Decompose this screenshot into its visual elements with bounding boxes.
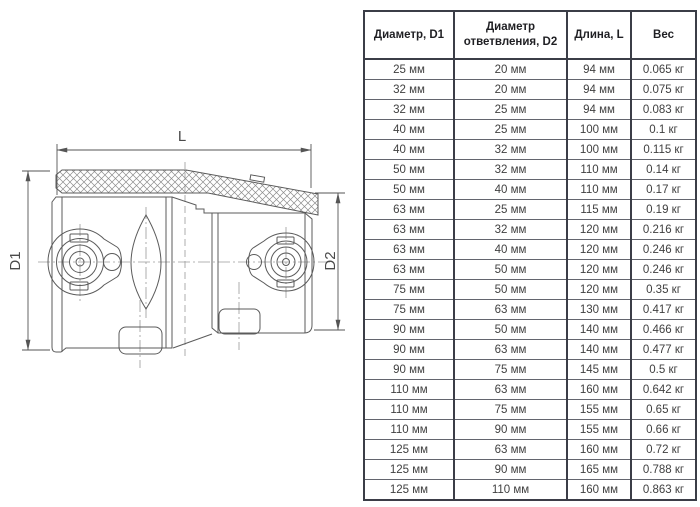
table-cell: 100 мм	[567, 140, 631, 160]
table-row	[364, 100, 696, 120]
dim-d1-label: D1	[7, 251, 24, 271]
table-cell: 110 мм	[567, 180, 631, 200]
column-header: Вес	[631, 11, 696, 59]
table-cell: 90 мм	[454, 420, 567, 440]
table-cell: 0.466 кг	[631, 320, 696, 340]
table-cell: 94 мм	[567, 59, 631, 80]
table-cell: 20 мм	[454, 80, 567, 100]
table-cell: 0.17 кг	[631, 180, 696, 200]
table-cell: 32 мм	[454, 140, 567, 160]
table-cell: 110 мм	[364, 400, 454, 420]
table-cell: 50 мм	[454, 320, 567, 340]
table-cell: 120 мм	[567, 220, 631, 240]
table-body	[364, 59, 696, 500]
hatched-band	[56, 170, 318, 215]
table-cell: 32 мм	[454, 160, 567, 180]
table-cell: 140 мм	[567, 320, 631, 340]
table-row	[364, 460, 696, 480]
table-cell: 0.115 кг	[631, 140, 696, 160]
table-row	[364, 400, 696, 420]
column-header: Диаметр, D1	[364, 11, 454, 59]
table-cell: 94 мм	[567, 100, 631, 120]
table-row	[364, 220, 696, 240]
table-cell: 0.083 кг	[631, 100, 696, 120]
table-cell: 25 мм	[454, 120, 567, 140]
table-cell: 63 мм	[364, 220, 454, 240]
table-row	[364, 440, 696, 460]
table-row	[364, 260, 696, 280]
table-cell: 155 мм	[567, 400, 631, 420]
table-cell: 63 мм	[454, 440, 567, 460]
table-cell: 40 мм	[364, 120, 454, 140]
table-cell: 63 мм	[364, 260, 454, 280]
table-cell: 63 мм	[364, 200, 454, 220]
table-cell: 155 мм	[567, 420, 631, 440]
table-cell: 0.246 кг	[631, 260, 696, 280]
table-cell: 110 мм	[454, 480, 567, 501]
table-cell: 25 мм	[364, 59, 454, 80]
table-cell: 0.642 кг	[631, 380, 696, 400]
table-row	[364, 240, 696, 260]
column-header: Длина, L	[567, 11, 631, 59]
table-cell: 0.246 кг	[631, 240, 696, 260]
table-cell: 40 мм	[454, 180, 567, 200]
table-cell: 0.72 кг	[631, 440, 696, 460]
table-cell: 63 мм	[454, 340, 567, 360]
table-row	[364, 180, 696, 200]
table-row	[364, 140, 696, 160]
table-cell: 160 мм	[567, 380, 631, 400]
table-cell: 0.065 кг	[631, 59, 696, 80]
table-row	[364, 200, 696, 220]
table-cell: 100 мм	[567, 120, 631, 140]
table-cell: 0.1 кг	[631, 120, 696, 140]
table-cell: 120 мм	[567, 280, 631, 300]
table-cell: 0.216 кг	[631, 220, 696, 240]
table-row	[364, 480, 696, 501]
table-cell: 0.075 кг	[631, 80, 696, 100]
table-cell: 32 мм	[364, 100, 454, 120]
table-cell: 50 мм	[454, 280, 567, 300]
table-cell: 0.417 кг	[631, 300, 696, 320]
table-cell: 90 мм	[454, 460, 567, 480]
table-cell: 20 мм	[454, 59, 567, 80]
table-cell: 0.477 кг	[631, 340, 696, 360]
dim-length-label: L	[177, 128, 187, 145]
spec-table	[363, 10, 697, 501]
table-cell: 50 мм	[364, 160, 454, 180]
table-row	[364, 59, 696, 80]
table-cell: 160 мм	[567, 480, 631, 501]
table-cell: 32 мм	[454, 220, 567, 240]
table-cell: 0.5 кг	[631, 360, 696, 380]
table-row	[364, 320, 696, 340]
table-cell: 0.65 кг	[631, 400, 696, 420]
table-cell: 0.14 кг	[631, 160, 696, 180]
table-row	[364, 80, 696, 100]
table-cell: 40 мм	[454, 240, 567, 260]
table-cell: 125 мм	[364, 460, 454, 480]
table-row	[364, 300, 696, 320]
table-cell: 90 мм	[364, 340, 454, 360]
table-cell: 90 мм	[364, 360, 454, 380]
table-cell: 0.863 кг	[631, 480, 696, 501]
table-cell: 115 мм	[567, 200, 631, 220]
table-cell: 110 мм	[364, 420, 454, 440]
column-header: Диаметр ответвления, D2	[454, 11, 567, 59]
table-cell: 40 мм	[364, 140, 454, 160]
table-cell: 165 мм	[567, 460, 631, 480]
table-cell: 120 мм	[567, 260, 631, 280]
table-cell: 140 мм	[567, 340, 631, 360]
table-cell: 130 мм	[567, 300, 631, 320]
table-cell: 160 мм	[567, 440, 631, 460]
table-cell: 32 мм	[364, 80, 454, 100]
table-cell: 25 мм	[454, 200, 567, 220]
table-cell: 75 мм	[454, 360, 567, 380]
table-cell: 63 мм	[364, 240, 454, 260]
table-cell: 0.66 кг	[631, 420, 696, 440]
table-row	[364, 360, 696, 380]
table-cell: 145 мм	[567, 360, 631, 380]
table-cell: 75 мм	[364, 280, 454, 300]
dim-d2-label: D2	[322, 251, 339, 271]
table-row	[364, 160, 696, 180]
table-cell: 0.35 кг	[631, 280, 696, 300]
table-cell: 63 мм	[454, 380, 567, 400]
table-cell: 0.19 кг	[631, 200, 696, 220]
table-row	[364, 340, 696, 360]
table-cell: 63 мм	[454, 300, 567, 320]
table-cell: 25 мм	[454, 100, 567, 120]
dimension-d1	[22, 171, 50, 350]
table-cell: 90 мм	[364, 320, 454, 340]
table-row	[364, 380, 696, 400]
table-cell: 50 мм	[454, 260, 567, 280]
table-cell: 94 мм	[567, 80, 631, 100]
table-row	[364, 420, 696, 440]
table-cell: 0.788 кг	[631, 460, 696, 480]
table-cell: 120 мм	[567, 240, 631, 260]
table-cell: 110 мм	[567, 160, 631, 180]
table-cell: 125 мм	[364, 440, 454, 460]
table-row	[364, 280, 696, 300]
table-cell: 50 мм	[364, 180, 454, 200]
table-cell: 125 мм	[364, 480, 454, 501]
table-cell: 75 мм	[454, 400, 567, 420]
table-cell: 110 мм	[364, 380, 454, 400]
table-header-row	[364, 11, 696, 59]
table-row	[364, 120, 696, 140]
table-cell: 75 мм	[364, 300, 454, 320]
